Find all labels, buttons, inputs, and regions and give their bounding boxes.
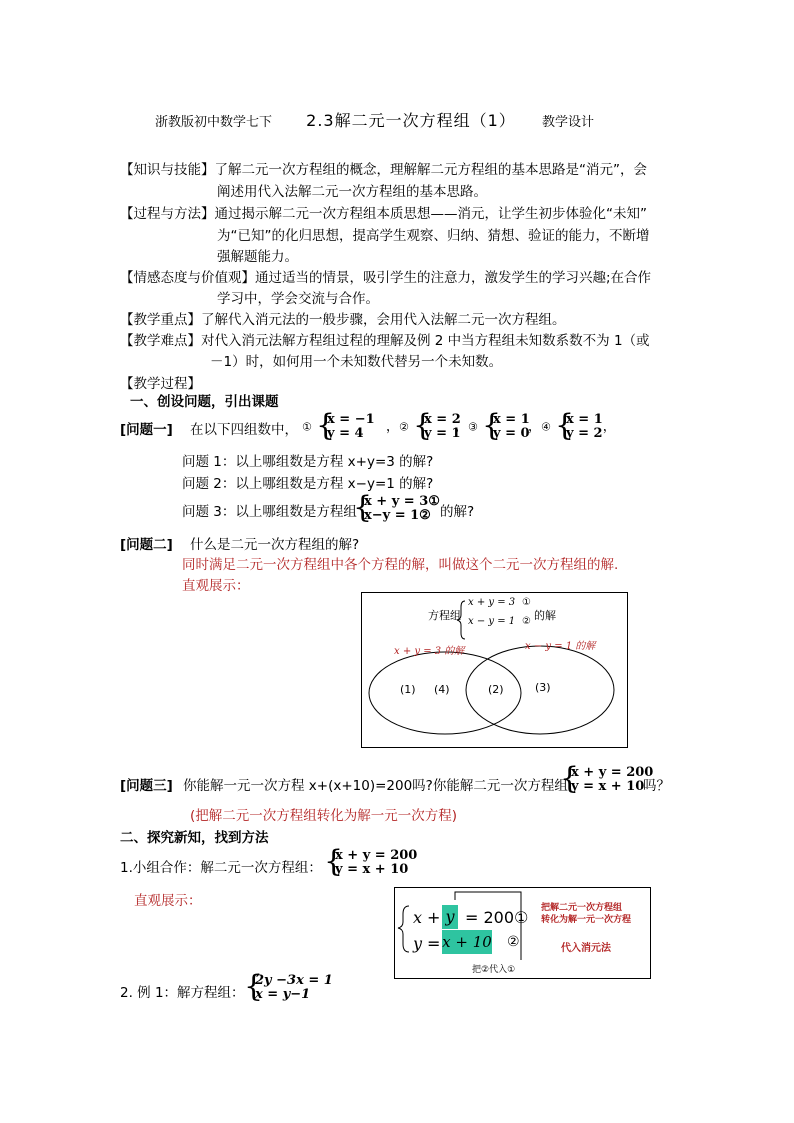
- item-1-text: 1.小组合作：解二元一次方程组：: [120, 860, 322, 876]
- q3-note: (把解二元一次方程组转化为解一元一次方程): [190, 808, 458, 824]
- venn-diagram: [361, 592, 628, 748]
- subst-y-highlight: y: [442, 905, 458, 929]
- item-1-eq1: x + y = 200: [335, 848, 418, 863]
- knowledge-text-2: 阐述用代入法解二元一次方程组的基本思路。: [217, 184, 487, 200]
- title-suffix: 教学设计: [541, 115, 594, 130]
- q1-sub-3-eq2: x−y = 1②: [364, 508, 431, 523]
- focus-text: 了解代入消元法的一般步骤，会用代入法解二元一次方程组。: [201, 312, 566, 328]
- pair-1-y: y = 4: [327, 426, 364, 441]
- item-2-eq2: x = y−1: [255, 987, 311, 1002]
- subst-eqsign: =: [427, 934, 441, 953]
- pair-4: ，④ { x = 1 y = 2，: [528, 408, 616, 443]
- emotion-label: 【情感态度与价值观】: [120, 270, 255, 286]
- venn-eq1-num: ①: [522, 597, 531, 608]
- q1-sub-1: 问题 1：以上哪组数是方程 x+y=3 的解?: [182, 454, 434, 470]
- q3-label: [问题三]: [120, 778, 173, 794]
- venn-item-1: (1): [400, 683, 416, 696]
- venn-system-suffix: 的解: [534, 609, 556, 622]
- venn-left-title: x + y = 3 的解: [394, 646, 465, 657]
- substitution-diagram: [394, 887, 651, 979]
- process-text-2: 为“已知”的化归思想，提高学生观察、归纳、猜想、验证的能力，不断增: [217, 228, 650, 244]
- venn-eq1: x + y = 3: [468, 597, 516, 608]
- subst-caption: 把②代入①: [472, 965, 516, 975]
- process-label: 【过程与方法】: [120, 206, 215, 222]
- q2-label: [问题二]: [120, 537, 173, 553]
- knowledge-label: 【知识与技能】: [120, 162, 215, 178]
- venn-item-2: (2): [488, 683, 504, 696]
- item-2-eq1: 2y −3x = 1: [255, 973, 333, 988]
- subst-method: 代入消元法: [561, 943, 611, 954]
- process-text-1: 通过揭示解二元一次方程组本质思想——消元，让学生初步体验化“未知”: [214, 206, 647, 222]
- pair-3-y: y = 0: [493, 426, 530, 441]
- venn-item-4: (4): [434, 683, 450, 696]
- q1-sub-3-eq1: x + y = 3①: [364, 494, 440, 509]
- venn-system-label: 方程组: [428, 609, 461, 622]
- substitution-brace: [398, 906, 409, 952]
- venn-eq2-num: ②: [522, 616, 531, 627]
- process-text-3: 强解题能力。: [217, 249, 298, 265]
- difficulty-text-1: 对代入消元法解方程组过程的理解及例 2 中当方程组未知数系数不为 1（或: [201, 333, 650, 349]
- subst-plus: +: [427, 908, 441, 927]
- document-title: [155, 108, 594, 131]
- q3-suffix: 吗？: [643, 778, 670, 794]
- pair-4-x: x = 1: [566, 412, 603, 427]
- subst-x10-highlight: x + 10: [442, 930, 492, 954]
- item-1-visual-label: 直观展示：: [134, 893, 202, 909]
- q1-sub-2: 问题 2：以上哪组数是方程 x−y=1 的解?: [182, 476, 434, 492]
- process-heading: 【教学过程】: [120, 376, 201, 392]
- pair-1-num: ①: [302, 420, 312, 434]
- process-line-1: [120, 204, 647, 224]
- emotion-text-1: 通过适当的情景，吸引学生的注意力，激发学生的学习兴趣;在合作: [255, 270, 652, 286]
- difficulty-text-2: －1）时，如何用一个未知数代替另一个未知数。: [210, 354, 503, 370]
- q2-answer: 同时满足二元一次方程组中各个方程的解，叫做这个二元一次方程组的解.: [182, 557, 619, 573]
- q1-sub-3-post: 的解?: [440, 504, 475, 520]
- subst-eq200: = 200①: [465, 908, 529, 927]
- item-2-system: { 2y −3x = 1 x = y−1: [244, 969, 333, 1004]
- subst-y2: y: [413, 934, 423, 953]
- item-1-system: { x + y = 200 y = x + 10: [324, 844, 418, 879]
- title-prefix: 浙教版初中数学七下: [155, 115, 273, 130]
- item-2-text: 2. 例 1：解方程组：: [120, 985, 245, 1001]
- knowledge-text-1: 了解二元一次方程组的概念，理解解二元方程组的基本思路是“消元”，会: [214, 162, 647, 178]
- pair-2-num: ②: [399, 420, 409, 434]
- subst-note-1: 把解二元一次方程组: [541, 903, 623, 913]
- item-1-eq2: y = x + 10: [335, 862, 409, 877]
- pair-3-x: x = 1: [493, 412, 530, 427]
- difficulty-label: 【教学难点】: [120, 333, 201, 349]
- pair-2-y: y = 1: [424, 426, 461, 441]
- difficulty-line-1: [120, 331, 650, 351]
- q1-sub-3-pre: 问题 3：以上哪组数是方程组: [182, 504, 357, 520]
- q2-text: 什么是二元一次方程组的解?: [190, 537, 360, 553]
- q3-text: 你能解一元一次方程 x+(x+10)=200吗?你能解二元一次方程组: [183, 778, 568, 794]
- pair-2-x: x = 2: [424, 412, 461, 427]
- q1-label: [问题一]: [120, 422, 173, 438]
- focus-line: [120, 310, 566, 330]
- venn-item-3: (3): [535, 681, 551, 694]
- q2-visual-label: 直观展示：: [182, 578, 250, 594]
- q1-text: 在以下四组数中，: [190, 422, 298, 438]
- subst-note-2: 转化为解一元一次方程: [541, 915, 632, 925]
- title-main: 2.3解二元一次方程组（1）: [306, 111, 516, 130]
- q3-eq1: x + y = 200: [571, 765, 654, 780]
- venn-right-title: x − y = 1 的解: [525, 641, 596, 652]
- q3-system: { x + y = 200 y = x + 10: [560, 761, 654, 796]
- q1-sub-3-system: { x + y = 3① x−y = 1②: [353, 490, 440, 525]
- emotion-text-2: 学习中，学会交流与合作。: [217, 291, 379, 307]
- subst-num2: ②: [507, 934, 520, 950]
- pair-4-num: ④: [541, 420, 551, 434]
- knowledge-line-1: [120, 160, 647, 180]
- emotion-line-1: [120, 268, 651, 288]
- subst-x: x: [413, 908, 423, 927]
- pair-1-x: x = −1: [327, 412, 375, 427]
- focus-label: 【教学重点】: [120, 312, 201, 328]
- q3-eq2: y = x + 10: [571, 779, 645, 794]
- pair-4-y: y = 2: [566, 426, 603, 441]
- section-2-heading: 二、探究新知，找到方法: [120, 830, 269, 846]
- section-1-heading: 一、创设问题，引出课题: [130, 394, 279, 410]
- pair-1: ① { x = −1 y = 4: [302, 408, 375, 443]
- pair-2: ，② { x = 2 y = 1: [386, 408, 461, 443]
- pair-3-num: ③: [468, 420, 478, 434]
- pair-3: ，③ { x = 1 y = 0: [455, 408, 530, 443]
- venn-eq2: x − y = 1: [468, 616, 516, 627]
